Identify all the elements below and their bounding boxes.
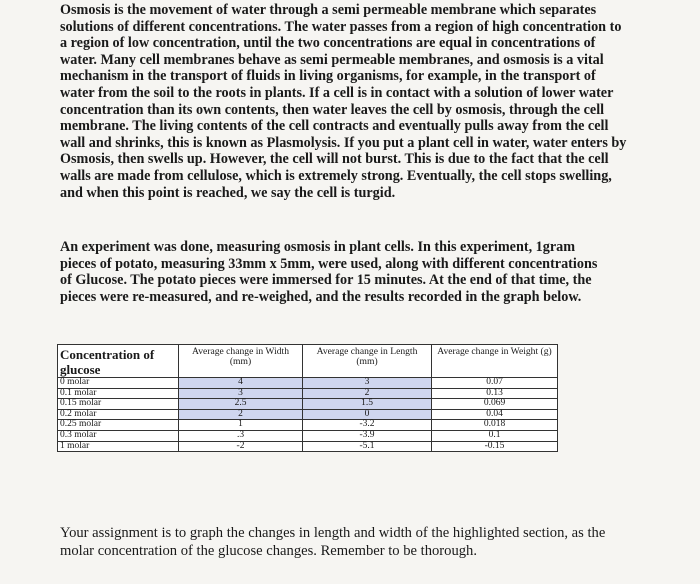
header-length: Average change in Length (mm) [303,345,432,378]
cell-concentration: 0.15 molar [58,399,179,410]
cell-length: -3.2 [303,420,432,431]
cell-concentration: 1 molar [58,441,179,452]
cell-weight: 0.1 [432,430,558,441]
intro-paragraph: Osmosis is the movement of water through a semi permeable membrane which separates solutions of different concentrations. The water passes from a region of high concentration to a region of low concentration, until the two concentrations are equal in concentrations of water. Many cell membranes behave as semi permeable membranes, and osmosis is a vital mechanism in the transport of fluids in living organisms, for example, in the transport of water from the soil to the roots in plants. If a cell is in contact with a solution of lower water concentration than its own contents, then water leaves the cell by osmosis, through the cell membrane. The living contents of the cell contracts and eventually pulls away from the cell wall and shrinks, this is known as Plasmolysis. If you put a plant cell in water, water enters by Osmosis, then swells up. However, the cell will not burst. This is due to the fact that the cell walls are made from cellulose, which is extremely strong. Eventually, the cell stops swelling, and when this point is reached, we say the cell is turgid. [60,2,627,201]
cell-width: 2.5 [179,399,303,410]
cell-weight: -0.15 [432,441,558,452]
cell-concentration: 0 molar [58,378,179,389]
cell-weight: 0.04 [432,409,558,420]
cell-weight: 0.07 [432,378,558,389]
cell-length: 0 [303,409,432,420]
cell-length: -5.1 [303,441,432,452]
table-row [58,399,558,410]
cell-weight: 0.069 [432,399,558,410]
cell-length: -3.9 [303,430,432,441]
table-row [58,420,558,431]
results-table [57,344,558,452]
table-row [58,409,558,420]
cell-width: 2 [179,409,303,420]
header-weight: Average change in Weight (g) [432,345,558,378]
table-row [58,430,558,441]
cell-width: .3 [179,430,303,441]
cell-concentration: 0.3 molar [58,430,179,441]
table-row [58,441,558,452]
cell-concentration: 0.1 molar [58,388,179,399]
table-row [58,378,558,389]
experiment-paragraph: An experiment was done, measuring osmosis in plant cells. In this experiment, 1gram pieces of potato, measuring 33mm x 5mm, were used, along with different concentrations of Glucose. The potato pieces were immersed for 15 minutes. At the end of that time, the pieces were re-measured, and re-weighed, and the results recorded in the graph below. [60,239,598,305]
cell-length: 2 [303,388,432,399]
table-row [58,388,558,399]
assignment-paragraph: Your assignment is to graph the changes in length and width of the highlighted section, as the molar concentration of the glucose changes. Remember to be thorough. [60,525,606,559]
cell-concentration: 0.25 molar [58,420,179,431]
table-header-row [58,345,558,378]
cell-weight: 0.13 [432,388,558,399]
cell-length: 1.5 [303,399,432,410]
cell-width: 3 [179,388,303,399]
cell-concentration: 0.2 molar [58,409,179,420]
cell-width: 4 [179,378,303,389]
header-concentration: Concentration of glucose [58,345,179,378]
header-width: Average change in Width (mm) [179,345,303,378]
cell-length: 3 [303,378,432,389]
cell-weight: 0.018 [432,420,558,431]
cell-width: -2 [179,441,303,452]
cell-width: 1 [179,420,303,431]
